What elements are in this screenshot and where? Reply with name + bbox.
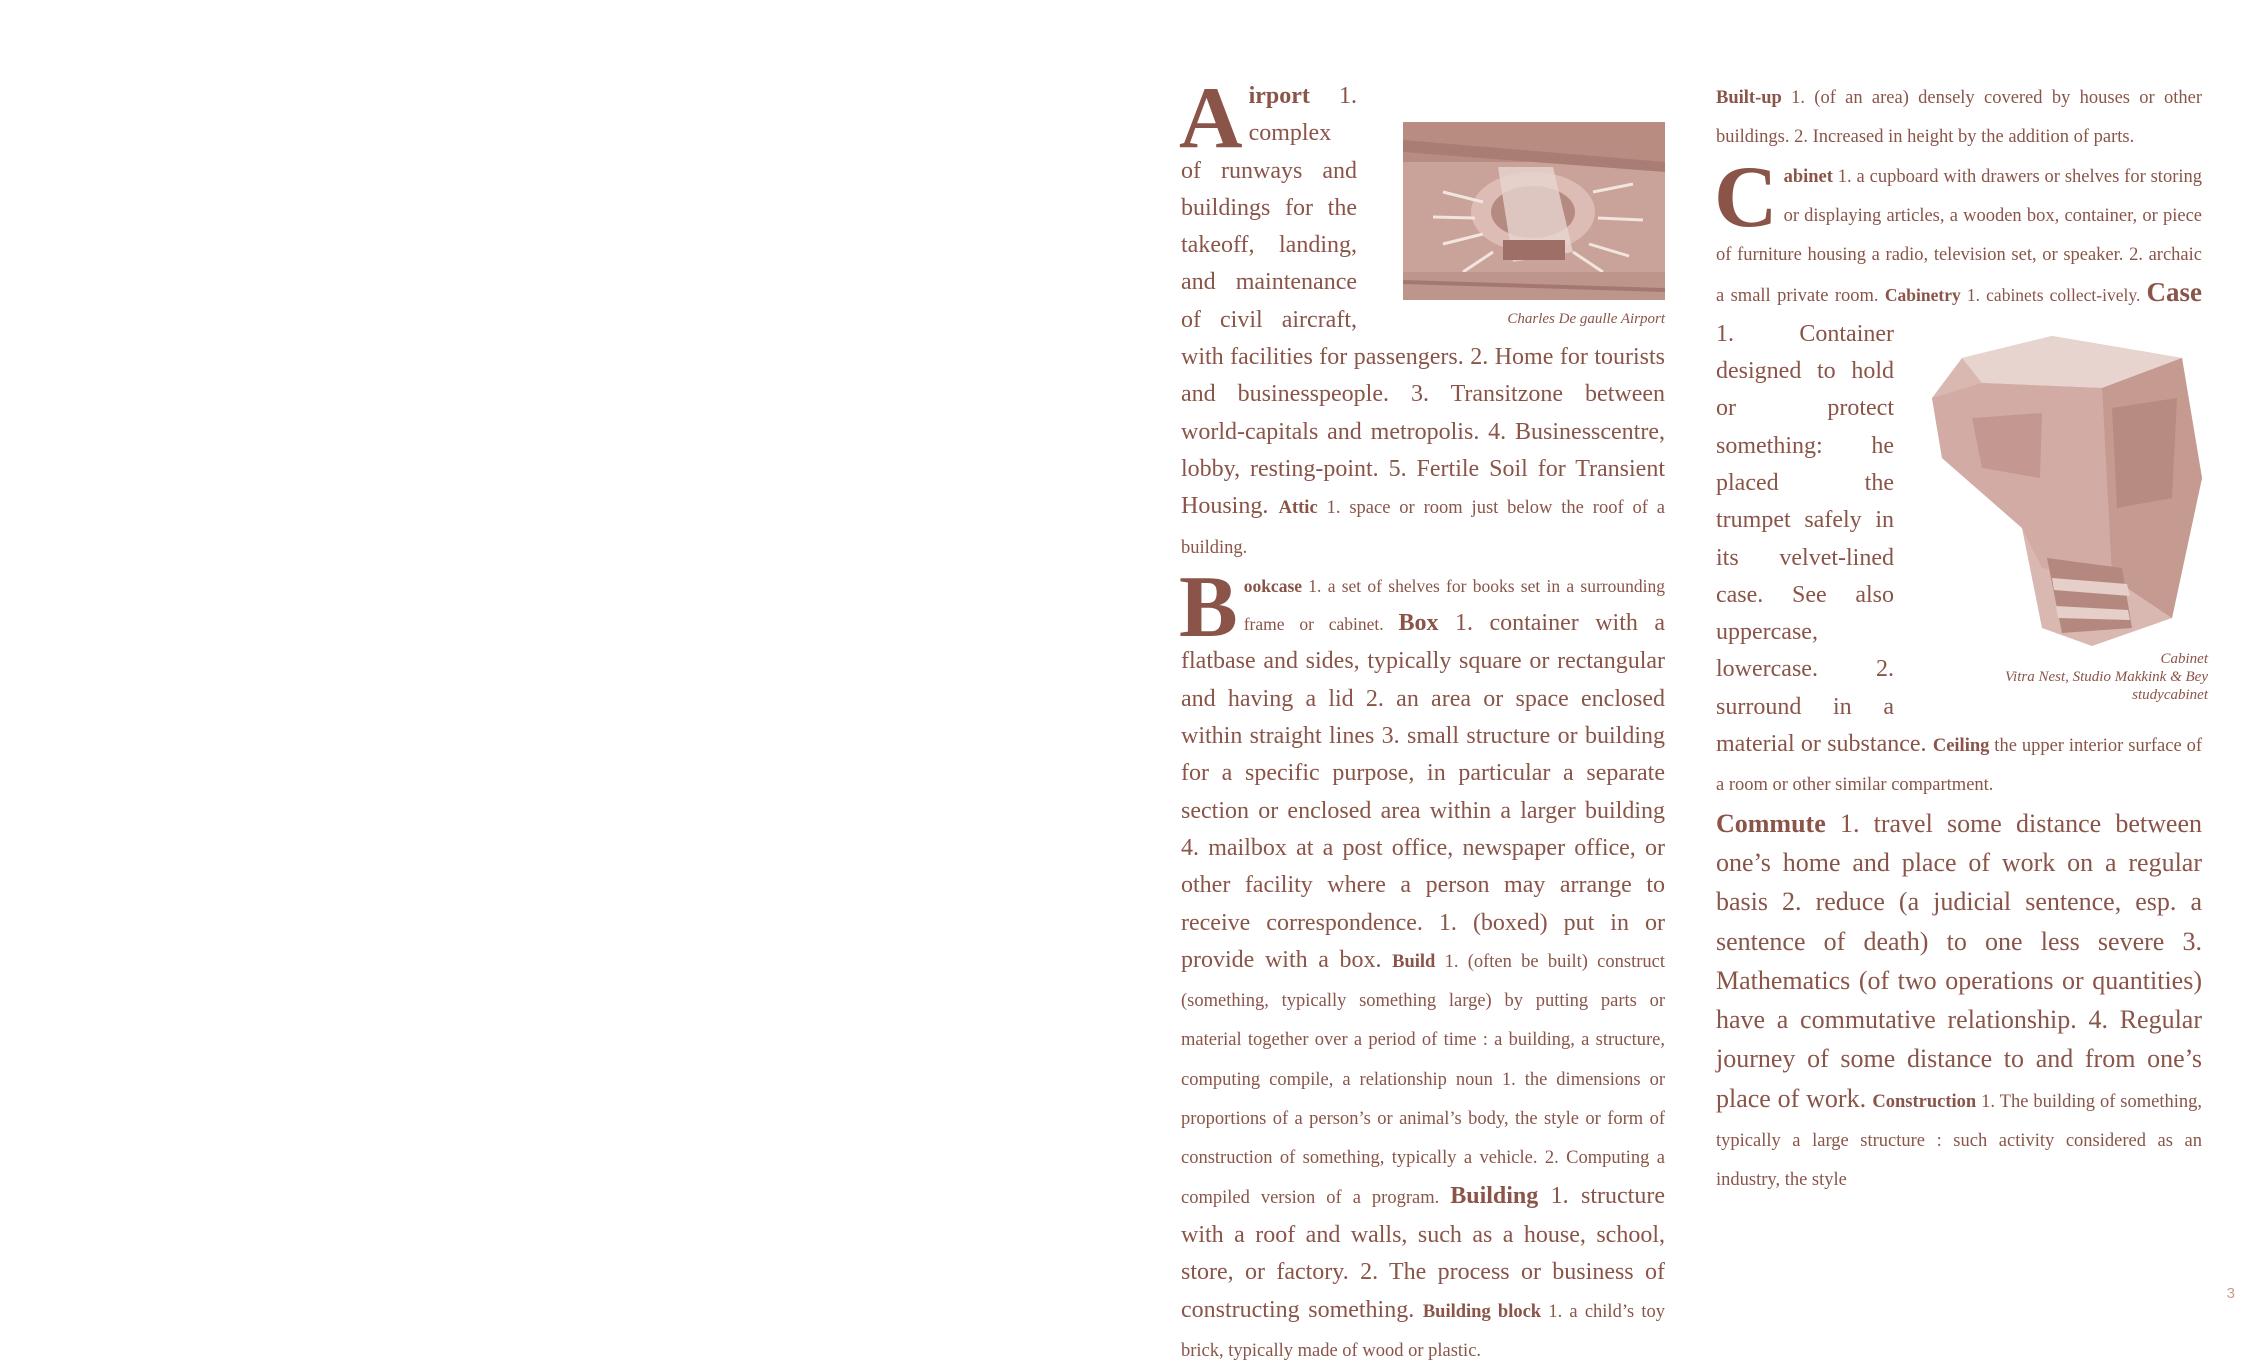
entry-def-attic: 1. space or room just below the roof of a building. <box>1181 498 1666 558</box>
entry-term-airport: irport <box>1248 83 1310 109</box>
entry-term-building: Building <box>1450 1182 1539 1209</box>
entry-def-ceiling: the upper interior surface of a room or other similar compartment. <box>1716 736 2203 796</box>
page-number: 3 <box>2226 1285 2235 1302</box>
dropcap-b: B <box>1179 558 1238 656</box>
cabinet-photo <box>1922 328 2208 650</box>
airport-photo <box>1403 122 1665 300</box>
entry-term-commute: Commute <box>1716 808 1826 838</box>
entry-def-build: 1. (often be built) construct (something, typically something large) by putting parts or material together over a period of time : a building, a structure, computing compile, a relationship noun 1. the dimensions or proportions of a person’s or animal’s body, the style or form of construction of something, typically a vehicle. 2. Computing a compiled version of a program. <box>1181 951 1665 1208</box>
entry-term-case: Case <box>2146 277 2202 308</box>
entry-term-cabinet: abinet <box>1783 166 1833 187</box>
entry-term-ceiling: Ceiling <box>1932 736 1990 757</box>
entry-def-case: 1. Container designed to hold or protect something: he placed the trumpet safely in its velvet-lined case. See also uppercase, lowercase. 2. surround in a material or substance. <box>1716 320 1927 758</box>
entry-term-cabinetry: Cabinetry <box>1884 285 1961 306</box>
cabinet-caption-source: studycabinet <box>2132 686 2208 703</box>
entry-term-bookcase: ookcase <box>1243 575 1303 596</box>
entry-def-built-up: 1. (of an area) densely covered by houses or other buildings. 2. Increased in height by the addition of parts. <box>1716 88 2202 148</box>
cabinet-figure <box>1922 328 2208 704</box>
entry-term-box: Box <box>1398 610 1439 637</box>
cabinet-caption-title: Cabinet <box>2160 650 2208 667</box>
airport-caption: Charles De gaulle Airport <box>1507 311 1665 327</box>
entry-term-build: Build <box>1392 951 1436 972</box>
entry-term-attic: Attic <box>1278 498 1318 519</box>
dictionary-column-right <box>1714 78 2208 1200</box>
dropcap-c: C <box>1714 148 1778 246</box>
entry-def-commute: 1. travel some distance between one’s home and place of work on a regular basis 2. reduce (a judicial sentence, esp. a sentence of death) to one less severe 3. Mathematics (of two operations or quantities) have a commutative relationship. 4. Regular journey of some distance to and from one’s place of work. <box>1716 808 2202 1113</box>
entry-def-airport: 1. complex of runways and buildings for the takeoff, landing, and maintenance of civil aircraft, with facilities for passengers. 2. Home for tourists and businesspeople. 3. Transitzone between world-capitals and metropolis. 4. Businesscentre, lobby, resting-point. 5. Fertile Soil for Transient Housing. <box>1181 83 1665 520</box>
cabinet-caption-credit: Vitra Nest, Studio Makkink & Bey <box>2004 668 2208 685</box>
dropcap-a: A <box>1179 70 1243 167</box>
entry-def-building: 1. structure with a roof and walls, such as a house, school, store, or factory. 2. The process or business of constructing something. <box>1181 1182 1665 1323</box>
dictionary-column-left <box>1179 70 1666 1370</box>
entry-term-built-up: Built-up <box>1716 88 1782 108</box>
entry-def-bookcase: 1. a set of shelves for books set in a surrounding frame or cabinet. <box>1243 575 1665 635</box>
entry-term-building-block: Building block <box>1422 1301 1542 1322</box>
entry-term-construction: Construction <box>1872 1091 1977 1112</box>
airport-figure <box>1403 122 1665 328</box>
entry-def-cabinetry: 1. cabinets collect-ively. <box>1960 285 2147 306</box>
entry-def-cabinet: 1. a cupboard with drawers or shelves for storing or displaying articles, a wooden box, container, or piece of furniture housing a radio, television set, or speaker. 2. archaic a small private room. <box>1716 166 2202 307</box>
entry-def-building-block: 1. a child’s toy brick, typically made of wood or plastic. <box>1181 1301 1666 1361</box>
entry-def-box: 1. container with a flatbase and sides, typically square or rectangular and having a lid 2. an area or space enclosed within straight lines 3. small structure or building for a specific purpose, in particular a separate section or enclosed area within a larger building 4. mailbox at a post office, newspaper office, or other facility where a person may arrange to receive correspondence. 1. (boxed) put in or provide with a box. <box>1181 610 1666 973</box>
entry-def-construction: 1. The building of something, typically a large structure : such activity considered as an industry, the style <box>1716 1091 2203 1191</box>
